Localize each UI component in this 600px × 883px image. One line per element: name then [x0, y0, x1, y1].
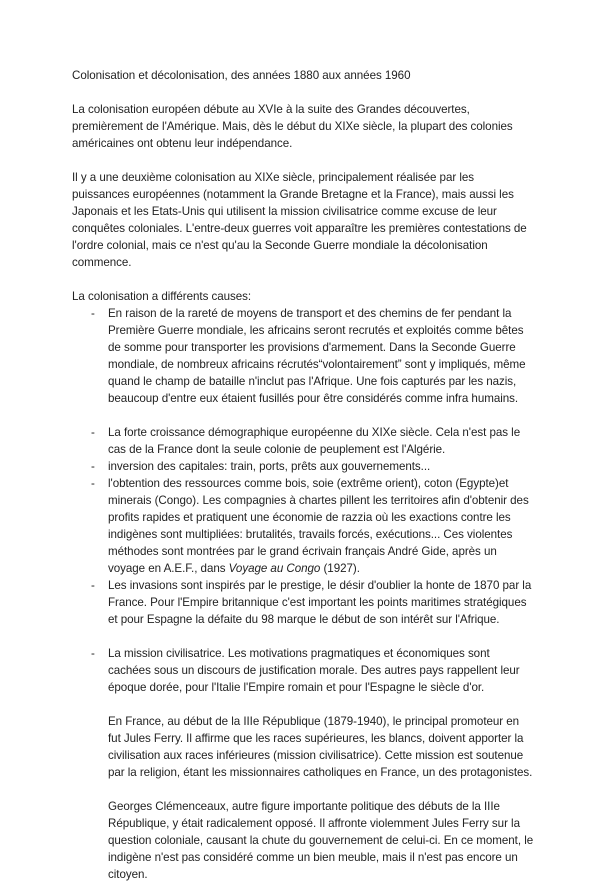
sub-paragraph-jules-ferry: En France, au début de la IIIe République (1879-1940), le principal promoteur en fut Jules Ferry. Il affirme que les races supérieures, les blancs, doivent apporter la civilisation aux races inférieures (mission civilisatrice). Cette mission est soutenue par la religion, étant les missionnaires catholiques en France, un des protagonistes.	[108, 715, 533, 779]
list-item-text: Les invasions sont inspirés par le prestige, le désir d'oublier la honte de 1870 par la France. Pour l'Empire britannique c'est important les points maritimes stratégiques et pour Espagne la défaite du 98 marque le début de son intérêt sur l'Afrique.	[108, 579, 532, 626]
intro-paragraph-1: La colonisation européen débute au XVIe à la suite des Grandes découvertes, premièrement de l'Amérique. Mais, dès le début du XIXe siècle, la plupart des colonies américaines ont obtenu leur indépendance.	[72, 103, 513, 150]
list-item-cause-3	[72, 458, 534, 475]
bullet-dash: -	[91, 307, 95, 320]
list-item-cause-2	[72, 424, 534, 458]
causes-list	[72, 305, 534, 696]
document-body	[72, 67, 534, 883]
list-item-cause-6	[72, 645, 534, 696]
sub-paragraph-clemenceau: Georges Clémenceaux, autre figure importante politique des débuts de la IIIe République, y était radicalement opposé. Il affronte violemment Jules Ferry sur la question coloniale, causant la chute du gouvernement de celui-ci. En ce moment, le indigène n'est pas considéré comme un bien meuble, mais il n'est pas encore un citoyen.	[108, 800, 534, 881]
list-item-text: La mission civilisatrice. Les motivations pragmatiques et économiques sont cachées sous un discours de justification morale. Des autres pays rappellent leur époque dorée, pour l'Italie l'Empire romain et pour l'Espagne le siècle d'or.	[108, 647, 520, 694]
list-item-text: En raison de la rareté de moyens de transport et des chemins de fer pendant la Première Guerre mondiale, les africains seront recrutés et exploités comme bêtes de somme pour transporter les provisions d'armement. Dans la Seconde Guerre mondiale, de nombreux africains récrutés“volontairement” sont y impliqués, même quand le champ de bataille n'inclut pas l'Afrique. Une fois capturés par les nazis, beaucoup d'entre eux étaient fusillés pour être considérés comme infra humains.	[108, 307, 526, 405]
list-item-cause-1	[72, 305, 534, 407]
bullet-dash: -	[91, 460, 95, 473]
list-item-cause-4	[72, 475, 534, 577]
list-item-cause-5	[72, 577, 534, 628]
list-item-text-after: (1927).	[320, 562, 360, 575]
bullet-dash: -	[91, 647, 95, 660]
list-item-text: inversion des capitales: train, ports, prêts aux gouvernements...	[108, 460, 431, 473]
list-item-text	[108, 477, 529, 575]
book-title-italic: Voyage au Congo	[228, 562, 321, 575]
document-title: Colonisation et décolonisation, des années 1880 aux années 1960	[72, 69, 411, 82]
causes-intro: La colonisation a différents causes:	[72, 290, 252, 303]
bullet-dash: -	[91, 579, 95, 592]
intro-paragraph-2: Il y a une deuxième colonisation au XIXe siècle, principalement réalisée par les puissances européennes (notamment la Grande Bretagne et la France), mais aussi les Japonais et les Etats-Unis qui utilisent la mission civilisatrice comme excuse de leur conquêtes coloniales. L'entre-deux guerres voit apparaître les premières contestations de l'ordre colonial, mais ce n'est qu'au la Seconde Guerre mondiale la décolonisation commence.	[72, 171, 527, 269]
bullet-dash: -	[91, 477, 95, 490]
bullet-dash: -	[91, 426, 95, 439]
list-item-text-before: l'obtention des ressources comme bois, soie (extrême orient), coton (Egypte)et minerais (Congo). Les compagnies à chartes pillent les territoires afin d'obtenir des profits rapides et pratiquent une économie de razzia où les exactions contre les indigènes sont multipliées: brutalités, travails forcés, exécutions... Ces violentes méthodes sont montrées par le grand écrivain français André Gide, après un voyage en A.E.F., dans	[108, 477, 529, 575]
list-item-text: La forte croissance démographique européenne du XIXe siècle. Cela n'est pas le cas de la France dont la seule colonie de peuplement est l'Algérie.	[108, 426, 521, 456]
